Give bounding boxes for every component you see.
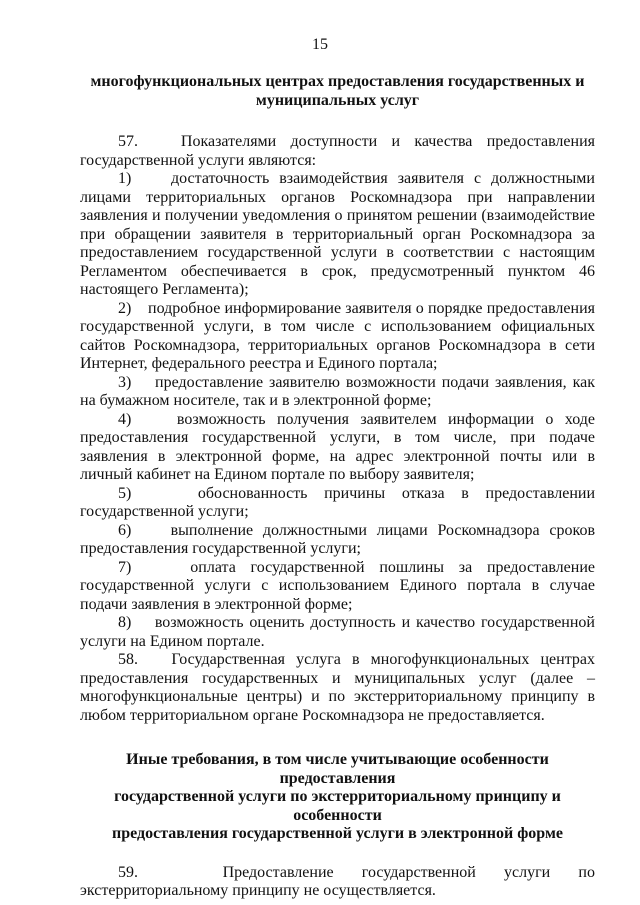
heading-line: государственной услуги по экстерриториальному принципу и особенности <box>114 788 561 824</box>
list-item-8: 8) возможность оценить доступность и качество государственной услуги на Едином портале. <box>80 614 595 650</box>
heading-line: муниципальных услуг <box>255 91 420 109</box>
section-heading-bottom <box>80 751 595 844</box>
list-item-6: 6) выполнение должностными лицами Роскомнадзора сроков предоставления государственной услуги; <box>80 521 595 557</box>
list-item-1: 1) достаточность взаимодействия заявителя с должностными лицами территориальных органов Роскомнадзора при направлении заявления и получении уведомления о принятом решении (взаимодействие при обращении заявителя в территориальный орган Роскомнадзора за предоставлением государственной услуги в соответствии с настоящим Регламентом обеспечивается в срок, предусмотренный пунктом 46 настоящего Регламента); <box>80 170 595 298</box>
paragraph-59: 59. Предоставление государственной услуги по экстерриториальному принципу не осуществляется. <box>80 863 595 899</box>
heading-line: предоставления государственной услуги в электронной форме <box>112 825 563 842</box>
list-item-5: 5) обоснованность причины отказа в предоставлении государственной услуги; <box>80 484 595 520</box>
list-item-7: 7) оплата государственной пошлины за предоставление государственной услуги с использованием Единого портала в случае подачи заявления в электронной форме; <box>80 558 595 613</box>
list-item-3: 3) предоставление заявителю возможности подачи заявления, как на бумажном носителе, так и в электронной форме; <box>80 373 595 409</box>
heading-line: многофункциональных центрах предоставления государственных и <box>90 73 585 90</box>
list-item-4: 4) возможность получения заявителем информации о ходе предоставления государственной услуги, в том числе, при подаче заявления в электронной форме, на адрес электронной почты или в личный кабинет на Едином портале по выбору заявителя; <box>80 410 595 483</box>
heading-line: Иные требования, в том числе учитывающие особенности предоставления <box>126 751 549 787</box>
section-heading-top <box>80 73 595 110</box>
paragraph-57: 57. Показателями доступности и качества предоставления государственной услуги являются: <box>80 133 595 169</box>
document-body <box>80 73 595 901</box>
paragraph-58: 58. Государственная услуга в многофункциональных центрах предоставления государственных и муниципальных услуг (далее – многофункциональные центры) и по экстерриториальному принципу в любом территориальном органе Роскомнадзора не предоставляется. <box>80 651 595 724</box>
list-item-2: 2) подробное информирование заявителя о порядке предоставления государственной услуги, в том числе с использованием официальных сайтов Роскомнадзора, территориальных органов Роскомнадзора в сети Интернет, федерального реестра и Единого портала; <box>80 299 595 372</box>
page-number: 15 <box>312 36 328 53</box>
